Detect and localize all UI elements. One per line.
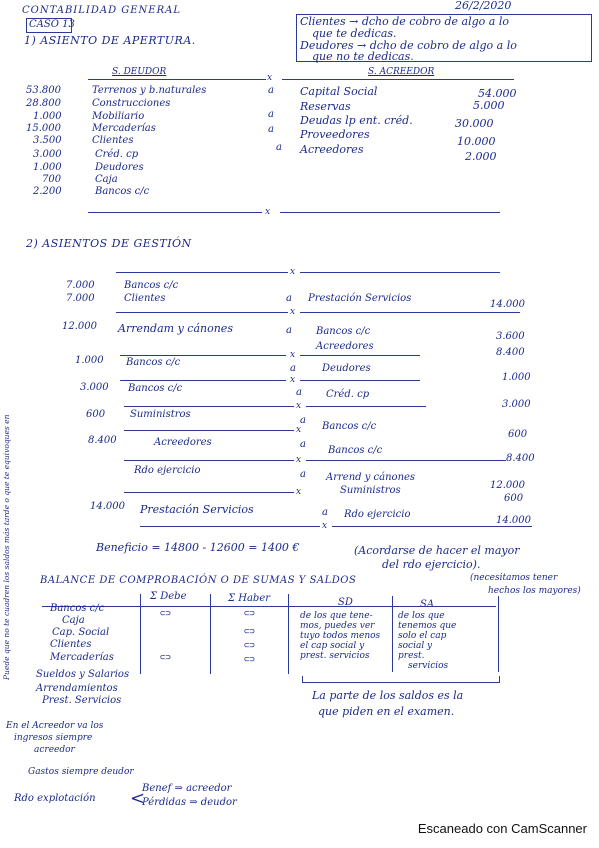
entry-debe-amount: 7.000: [66, 280, 95, 291]
debe-account: Construcciones: [92, 98, 171, 109]
sa-note: de los que: [398, 611, 445, 621]
entry-debe-account: Bancos c/c: [124, 280, 179, 291]
x-mark: x: [290, 267, 296, 277]
entry-haber-amount: 600: [508, 429, 528, 440]
beneficio-note: del rdo ejercicio).: [382, 558, 481, 571]
entry-debe-amount: 8.400: [88, 435, 117, 446]
x-mark: x: [296, 401, 302, 411]
sa-note: social y: [398, 641, 433, 651]
haber-header: S. ACREEDOR: [368, 67, 435, 77]
balance-row-label: Arrendamientos: [36, 683, 118, 694]
haber-account: Reservas: [300, 100, 351, 113]
entry-debe-amount: 600: [86, 409, 106, 420]
entry-rule: [116, 312, 288, 313]
entry-rule: [116, 272, 288, 273]
balance-note: (necesitamos tener: [470, 573, 558, 583]
debe-amount: 1.000: [33, 162, 62, 173]
x-mark: x: [265, 207, 271, 217]
sd-note: de los que tene-: [300, 611, 373, 621]
placeholder-mark: ⊂⊃: [244, 655, 255, 665]
debe-account: Créd. cp: [95, 149, 139, 160]
note-line: Clientes → dcho de cobro de algo a lo: [300, 15, 509, 28]
entry-debe-account: Clientes: [124, 293, 166, 304]
entry-rule: [124, 460, 294, 461]
entry-rule: [306, 460, 506, 461]
sd-note: mos, puedes ver: [300, 621, 375, 631]
placeholder-mark: ⊂⊃: [244, 609, 255, 619]
debe-amount: 15.000: [26, 123, 61, 134]
x-mark: x: [296, 487, 302, 497]
entry-rule: [300, 380, 420, 381]
beneficio-note: (Acordarse de hacer el mayor: [354, 544, 520, 557]
haber-account: Capital Social: [300, 85, 378, 98]
close-rule: [280, 212, 500, 213]
haber-account: Acreedores: [300, 143, 364, 156]
entry-haber-amount: 14.000: [496, 515, 531, 526]
a-mark: a: [268, 124, 274, 135]
entry-haber-amount: 600: [504, 493, 524, 504]
placeholder-mark: ⊂⊃: [244, 641, 255, 651]
balance-title: BALANCE DE COMPROBACIÓN O DE SUMAS Y SALDOS: [40, 575, 357, 586]
entry-debe-account: Acreedores: [154, 437, 212, 448]
debe-account: Caja: [95, 174, 118, 185]
entry-rule: [124, 406, 294, 407]
entry-rule: [120, 355, 286, 356]
balance-row-label: Mercaderías: [50, 652, 114, 663]
haber-account: Deudas lp ent. créd.: [300, 114, 413, 127]
haber-amount: 30.000: [455, 117, 494, 130]
entry-debe-account: Bancos c/c: [126, 357, 181, 368]
entry-haber-account: Rdo ejercicio: [344, 509, 411, 520]
close-rule: [88, 212, 262, 213]
haber-amount: 10.000: [457, 135, 496, 148]
header-rule: [282, 79, 514, 80]
x-mark: x: [290, 350, 296, 360]
entry-debe-account: Bancos c/c: [128, 383, 183, 394]
table-col-line: [498, 596, 499, 672]
sa-note: servicios: [408, 661, 449, 671]
col-sa: SA: [420, 599, 435, 610]
debe-header: S. DEUDOR: [112, 67, 167, 77]
bottom-note: ingresos siempre: [14, 733, 93, 743]
entry-haber-amount: 1.000: [502, 372, 531, 383]
balance-row-label: Sueldos y Salarios: [36, 669, 130, 680]
haber-amount: 5.000: [473, 99, 505, 112]
debe-account: Mobiliario: [92, 111, 145, 122]
entry-haber-account: Acreedores: [316, 341, 374, 352]
sd-note: prest. servicios: [300, 651, 370, 661]
x-mark: x: [290, 375, 296, 385]
x-mark: x: [296, 455, 302, 465]
entry-rule: [124, 492, 294, 493]
bracket-note: La parte de los saldos es la: [312, 689, 464, 702]
a-mark: a: [322, 507, 328, 518]
rdo-label: Rdo explotación: [14, 793, 96, 804]
debe-amount: 700: [42, 174, 62, 185]
x-mark: x: [267, 73, 273, 83]
debe-account: Mercaderías: [92, 123, 156, 134]
entry-debe-account: Prestación Servicios: [140, 503, 254, 516]
entry-rule: [300, 272, 500, 273]
note-line: que no te dedicas.: [312, 50, 414, 63]
sd-note: el cap social y: [300, 641, 365, 651]
apertura-title: 1) ASIENTO DE APERTURA.: [24, 34, 196, 47]
a-mark: a: [300, 469, 306, 480]
entry-haber-account: Bancos c/c: [316, 326, 371, 337]
a-mark: a: [268, 109, 274, 120]
balance-row-label: Bancos c/c: [50, 603, 105, 614]
balance-row-label: Prest. Servicios: [42, 695, 122, 706]
col-haber: Σ Haber: [228, 593, 271, 604]
bottom-note: acreedor: [34, 745, 75, 755]
perdidas-note: Pérdidas ⇒ deudor: [142, 797, 237, 808]
table-col-line: [140, 594, 141, 674]
page-title: CONTABILIDAD GENERAL: [22, 5, 181, 16]
debe-account: Bancos c/c: [95, 186, 150, 197]
x-mark: x: [296, 425, 302, 435]
a-mark: a: [286, 325, 292, 336]
placeholder-mark: ⊂⊃: [160, 609, 171, 619]
balance-row-label: Cap. Social: [52, 627, 110, 638]
entry-haber-amount: 12.000: [490, 480, 525, 491]
entry-debe-account: Rdo ejercicio: [134, 465, 201, 476]
entry-haber-amount: 3.000: [502, 399, 531, 410]
side-note: Puede que no te cuadren los saldos más tarde o que te equivoques en: [2, 414, 11, 680]
haber-account: Proveedores: [300, 128, 370, 141]
debe-amount: 28.800: [26, 98, 61, 109]
camscanner-watermark: Escaneado con CamScanner: [417, 821, 587, 836]
col-sd: SD: [338, 597, 353, 608]
table-col-line: [288, 594, 289, 674]
entry-debe-account: Arrendam y cánones: [118, 322, 233, 335]
a-mark: a: [296, 387, 302, 398]
placeholder-mark: ⊂⊃: [244, 627, 255, 637]
debe-account: Clientes: [92, 135, 134, 146]
benef-note: Benef ⇒ acreedor: [142, 783, 232, 794]
haber-amount: 2.000: [465, 150, 497, 163]
sd-note: tuyo todos menos: [300, 631, 381, 641]
a-mark: a: [290, 363, 296, 374]
bottom-note: Gastos siempre deudor: [28, 767, 134, 777]
entry-debe-account: Suministros: [130, 409, 191, 420]
debe-amount: 2.200: [33, 186, 62, 197]
entry-rule: [300, 312, 520, 313]
debe-account: Terrenos y b.naturales: [92, 85, 207, 96]
entry-haber-account: Bancos c/c: [322, 421, 377, 432]
entry-haber-amount: 14.000: [490, 299, 525, 310]
x-mark: x: [290, 307, 296, 317]
entry-haber-account: Deudores: [322, 363, 371, 374]
debe-amount: 53.800: [26, 85, 61, 96]
a-mark: a: [268, 85, 274, 96]
entry-rule: [300, 355, 420, 356]
entry-debe-amount: 12.000: [62, 321, 97, 332]
entry-haber-account: Créd. cp: [326, 389, 370, 400]
case-label: CASO 13: [29, 19, 75, 30]
table-col-line: [210, 594, 211, 674]
note-line: Deudores → dcho de cobro de algo a lo: [300, 39, 517, 52]
balance-row-label: Caja: [62, 615, 85, 626]
note-line: que te dedicas.: [312, 27, 397, 40]
haber-amount: 54.000: [478, 87, 517, 100]
a-mark: a: [300, 439, 306, 450]
sa-note: prest.: [398, 651, 425, 661]
entry-haber-account: Arrend y cánones: [326, 472, 416, 483]
debe-account: Deudores: [95, 162, 144, 173]
beneficio-line: Beneficio = 14800 - 12600 = 1400 €: [96, 541, 300, 554]
entry-debe-amount: 7.000: [66, 293, 95, 304]
table-col-line: [392, 596, 393, 672]
bottom-note: En el Acreedor va los: [6, 721, 104, 731]
x-mark: x: [322, 521, 328, 531]
a-mark: a: [276, 142, 282, 153]
col-debe: Σ Debe: [150, 591, 187, 602]
debe-amount: 3.500: [33, 135, 62, 146]
sa-note: tenemos que: [398, 621, 457, 631]
bracket-note: que piden en el examen.: [318, 705, 455, 718]
table-rule: [42, 606, 496, 607]
balance-row-label: Clientes: [50, 639, 92, 650]
entry-rule: [306, 406, 426, 407]
entry-haber-account: Suministros: [340, 485, 401, 496]
entry-debe-amount: 1.000: [75, 355, 104, 366]
entry-haber-account: Prestación Servicios: [308, 293, 412, 304]
debe-amount: 1.000: [33, 111, 62, 122]
entry-rule: [120, 380, 286, 381]
entry-haber-amount: 3.600: [496, 331, 525, 342]
entry-haber-amount: 8.400: [496, 347, 525, 358]
gestion-title: 2) ASIENTOS DE GESTIÓN: [26, 237, 192, 250]
sa-note: solo el cap: [398, 631, 447, 641]
entry-haber-amount: 8.400: [506, 453, 535, 464]
header-rule: [88, 79, 266, 80]
entry-rule: [124, 430, 294, 431]
entry-rule: [140, 526, 320, 527]
entry-rule: [332, 526, 532, 527]
placeholder-mark: ⊂⊃: [160, 653, 171, 663]
entry-haber-account: Bancos c/c: [328, 445, 383, 456]
brace-icon: <: [130, 788, 146, 809]
a-mark: a: [300, 415, 306, 426]
date: 26/2/2020: [455, 0, 512, 12]
a-mark: a: [286, 293, 292, 304]
entry-debe-amount: 14.000: [90, 501, 125, 512]
bracket: [302, 676, 500, 683]
balance-note: hechos los mayores): [488, 586, 581, 596]
debe-amount: 3.000: [33, 149, 62, 160]
entry-debe-amount: 3.000: [80, 382, 109, 393]
